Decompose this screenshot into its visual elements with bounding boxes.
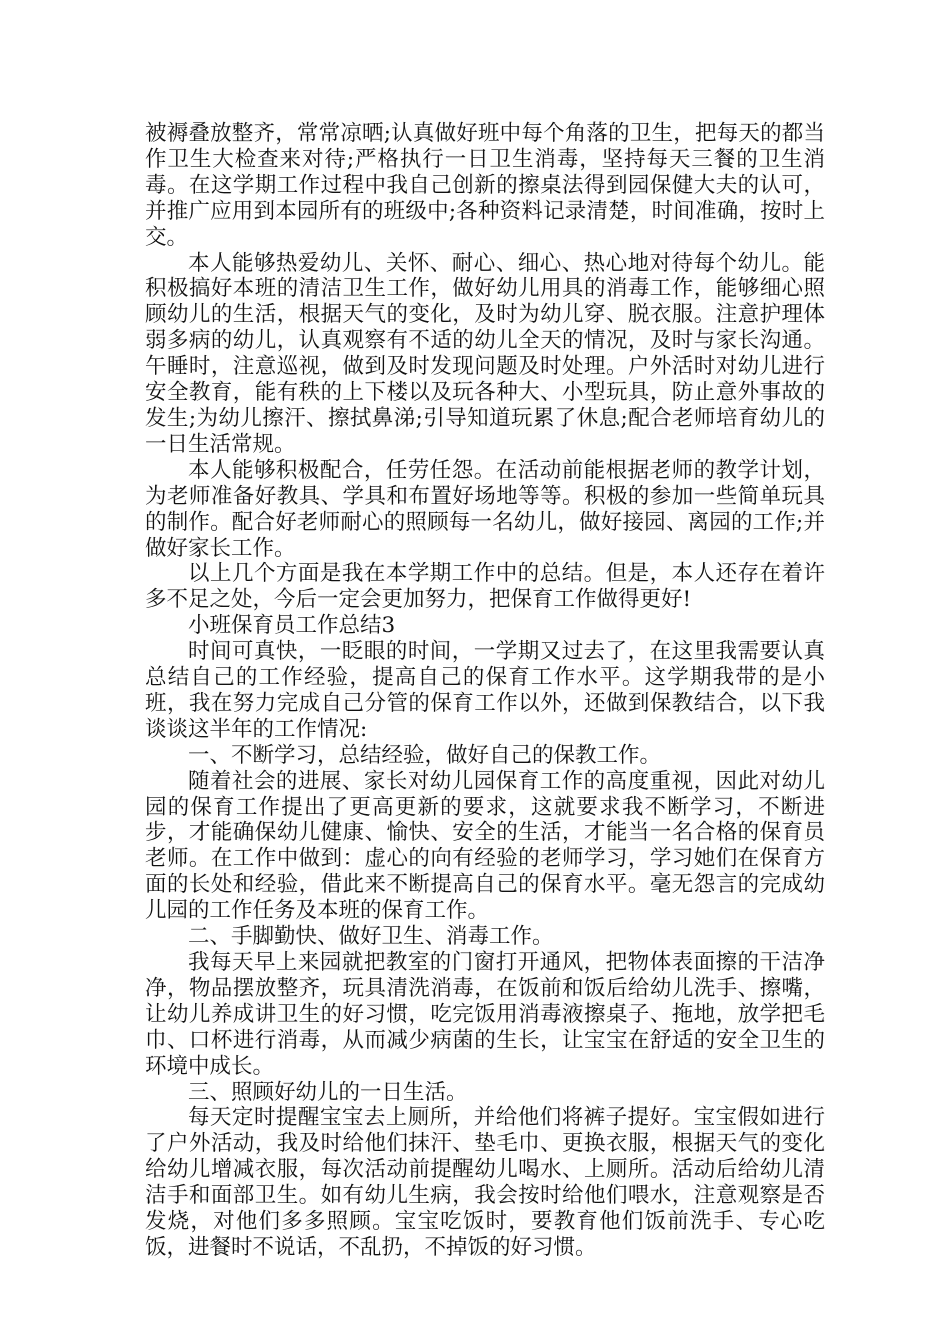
paragraph-caring-for-children: 本人能够热爱幼儿、关怀、耐心、细心、热心地对待每个幼儿。能积极搞好本班的清洁卫生工作，做好幼儿用具的消毒工作，能够细心照顾幼儿的生活，根据天气的变化，及时为幼儿穿、脱衣服。注意护理体弱多病的幼儿，认真观察有不适的幼儿全天的情况，及时与家长沟通。午睡时，注意巡视，做到及时发现问题及时处理。户外活时对幼儿进行安全教育，能有秩的上下楼以及玩各种大、小型玩具，防止意外事故的发生;为幼儿擦汗、擦拭鼻涕;引导知道玩累了休息;配合老师培育幼儿的一日生活常规。 <box>145 250 825 457</box>
heading-point-two: 二、手脚勤快、做好卫生、消毒工作。 <box>188 924 554 950</box>
paragraph-point-three: 每天定时提醒宝宝去上厕所，并给他们将裤子提好。宝宝假如进行了户外活动，我及时给他们抹汗、垫毛巾、更换衣服，根据天气的变化给幼儿增减衣服，每次活动前提醒幼儿喝水、上厕所。活动后给幼儿清洁手和面部卫生。如有幼儿生病，我会按时给他们喂水，注意观察是否发烧，对他们多多照顾。宝宝吃饭时，要教育他们饭前洗手、专心吃饭，进餐时不说话，不乱扔，不掉饭的好习惯。 <box>145 1105 825 1260</box>
paragraph-point-one: 随着社会的进展、家长对幼儿园保育工作的高度重视，因此对幼儿园的保育工作提出了更高更新的要求，这就要求我不断学习，不断进步，才能确保幼儿健康、愉快、安全的生活，才能当一名合格的保育员老师。在工作中做到：虚心的向有经验的老师学习，学习她们在保育方面的长处和经验，借此来不断提高自己的保育水平。毫无怨言的完成幼儿园的工作任务及本班的保育工作。 <box>145 768 825 924</box>
paragraph-hygiene-continued: 被褥叠放整齐，常常凉晒;认真做好班中每个角落的卫生，把每天的都当作卫生大检查来对待;严格执行一日卫生消毒，坚持每天三餐的卫生消毒。在这学期工作过程中我自己创新的擦桌法得到园保健大夫的认可，并推广应用到本园所有的班级中;各种资料记录清楚，时间准确，按时上交。 <box>145 121 825 250</box>
section-title: 小班保育员工作总结3 <box>188 613 396 639</box>
paragraph-point-two: 我每天早上来园就把教室的门窗打开通风，把物体表面擦的干洁净净，物品摆放整齐，玩具清洗消毒，在饭前和饭后给幼儿洗手、擦嘴，让幼儿养成讲卫生的好习惯，吃完饭用消毒液擦桌子、拖地，放学把毛巾、口杯进行消毒，从而减少病菌的生长，让宝宝在舒适的安全卫生的环境中成长。 <box>145 950 825 1079</box>
heading-point-three: 三、照顾好幼儿的一日生活。 <box>188 1079 468 1105</box>
document-body <box>145 121 825 1261</box>
paragraph-summary-conclusion: 以上几个方面是我在本学期工作中的总结。但是，本人还存在着许多不足之处，今后一定会更加努力，把保育工作做得更好! <box>145 561 825 613</box>
paragraph-introduction: 时间可真快，一眨眼的时间，一学期又过去了，在这里我需要认真总结自己的工作经验，提高自己的保育工作水平。这学期我带的是小班，我在努力完成自己分管的保育工作以外，还做到保教结合，以下我谈谈这半年的工作情况: <box>145 639 825 742</box>
paragraph-cooperation: 本人能够积极配合，任劳任怨。在活动前能根据老师的教学计划，为老师准备好教具、学具和布置好场地等等。积极的参加一些简单玩具的制作。配合好老师耐心的照顾每一名幼儿，做好接园、离园的工作;并做好家长工作。 <box>145 457 825 561</box>
heading-point-one: 一、不断学习，总结经验，做好自己的保教工作。 <box>188 742 662 768</box>
